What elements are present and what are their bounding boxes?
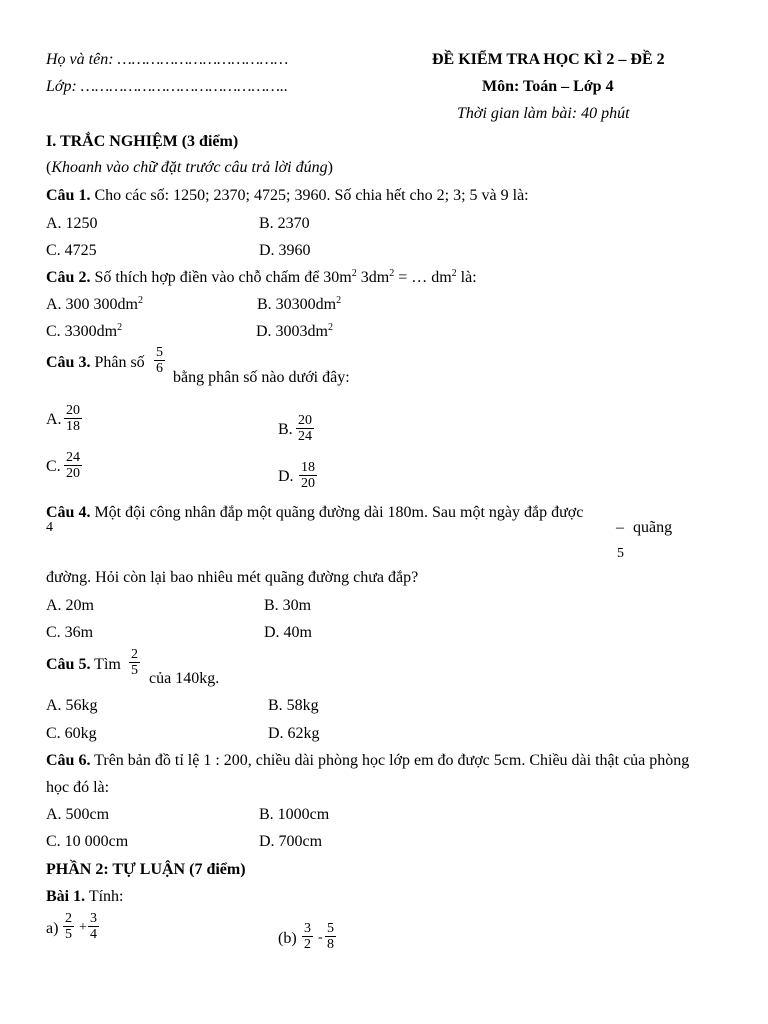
part2-title: PHẦN 2: TỰ LUẬN (7 điểm) <box>46 861 246 878</box>
question-6-label: Câu 6. <box>46 752 91 769</box>
fraction-denominator: 24 <box>298 429 312 444</box>
q3-option-b-label[interactable]: B. <box>278 421 293 438</box>
q2-option-d-text: D. 3003dm <box>256 323 328 340</box>
bai-1-a-label: a) <box>46 920 59 937</box>
bai-1-text: Tính: <box>85 888 124 905</box>
q6-option-a[interactable]: A. 500cm <box>46 806 110 823</box>
q2-option-c[interactable] <box>46 323 122 341</box>
fraction-numerator: 18 <box>301 460 315 475</box>
name-line <box>46 51 288 69</box>
q6-option-b[interactable]: B. 1000cm <box>259 806 330 823</box>
q4-option-b[interactable]: B. 30m <box>264 597 312 614</box>
question-1 <box>46 187 529 205</box>
fraction-numerator: 5 <box>327 921 334 936</box>
class-label: Lớp: <box>46 78 77 95</box>
question-2-text-1: Số thích hợp điền vào chỗ chấm để 30m <box>90 269 352 286</box>
q2-option-c-text: C. 3300dm <box>46 323 118 340</box>
class-line <box>46 78 288 96</box>
bai-1-b-operator: - <box>318 930 323 945</box>
sup-2: 2 <box>336 295 342 306</box>
bai-1-b-label: (b) <box>278 930 297 947</box>
fraction-numerator: 5 <box>156 345 163 360</box>
fraction-denominator: 20 <box>301 476 315 491</box>
question-2-text-3: = … dm <box>394 269 452 286</box>
q4-fraction-denominator: 5 <box>617 546 624 561</box>
question-3-text-1: Phân số <box>90 354 145 371</box>
question-6-text-2: học đó là: <box>46 779 110 796</box>
q5-fraction <box>129 647 140 678</box>
q3-fraction <box>154 345 165 376</box>
instruction-text: Khoanh vào chữ đặt trước câu trả lời đúng <box>51 159 328 176</box>
fraction-numerator: 20 <box>66 403 80 418</box>
sup-2: 2 <box>328 322 333 333</box>
q1-option-b[interactable]: B. 2370 <box>259 215 310 232</box>
question-4 <box>46 504 583 522</box>
fraction-denominator: 20 <box>66 466 80 481</box>
fraction-numerator: 3 <box>304 921 311 936</box>
q5-option-d[interactable]: D. 62kg <box>268 725 320 742</box>
name-dots: ……………………………… <box>117 51 289 68</box>
fraction-numerator: 2 <box>131 647 138 662</box>
q5-option-a[interactable]: A. 56kg <box>46 697 98 714</box>
fraction-denominator: 18 <box>66 419 80 434</box>
fraction-numerator: 2 <box>65 911 72 926</box>
question-2 <box>46 269 477 287</box>
fraction-denominator: 5 <box>65 927 72 942</box>
fraction-numerator: 20 <box>298 413 312 428</box>
q2-option-b-text: B. 30300dm <box>257 296 337 313</box>
part1-title: I. TRẮC NGHIỆM (3 điểm) <box>46 133 239 150</box>
question-2-text-4: là: <box>456 269 477 286</box>
q3-option-a-label[interactable]: A. <box>46 411 62 428</box>
question-5 <box>46 656 121 674</box>
q4-fraction-bar: – <box>616 519 624 536</box>
class-dots: …………………………………….. <box>80 78 288 95</box>
q4-option-c[interactable]: C. 36m <box>46 624 94 641</box>
q2-option-a-text: A. 300 300dm <box>46 296 138 313</box>
q1-option-a[interactable]: A. 1250 <box>46 215 98 232</box>
fraction-denominator: 2 <box>304 937 311 952</box>
question-2-text-2: 3dm <box>356 269 390 286</box>
bai-1-b-fraction-1 <box>302 921 313 952</box>
question-5-text-1: Tìm <box>90 656 121 673</box>
part1-instruction <box>46 159 333 177</box>
question-3 <box>46 354 145 372</box>
sup-2: 2 <box>117 322 123 333</box>
question-5-text-2: của 140kg. <box>149 670 220 687</box>
q3-option-b-fraction[interactable] <box>296 413 314 444</box>
fraction-numerator: 3 <box>90 911 97 926</box>
q4-fraction-numerator: 4 <box>46 520 53 535</box>
question-3-text-2: bằng phân số nào dưới đây: <box>173 369 350 386</box>
bai-1-a-fraction-1 <box>63 911 74 942</box>
bai-1 <box>46 888 124 906</box>
name-label: Họ và tên: <box>46 51 114 68</box>
instruction-close-paren: ) <box>327 159 333 176</box>
question-4-text-1: Một đội công nhân đắp một quãng đường dài 180m. Sau một ngày đắp được <box>90 504 584 521</box>
question-4-text-2: quãng <box>633 519 673 536</box>
bai-1-label: Bài 1. <box>46 888 86 905</box>
time-line: Thời gian làm bài: 40 phút <box>457 105 630 122</box>
sup-2: 2 <box>351 268 357 279</box>
q1-option-d[interactable]: D. 3960 <box>259 242 311 259</box>
q5-option-b[interactable]: B. 58kg <box>268 697 319 714</box>
question-4-label: Câu 4. <box>46 504 91 521</box>
q6-option-c[interactable]: C. 10 000cm <box>46 833 129 850</box>
q1-option-c[interactable]: C. 4725 <box>46 242 97 259</box>
sup-2: 2 <box>389 268 395 279</box>
q5-option-c[interactable]: C. 60kg <box>46 725 97 742</box>
question-1-label: Câu 1. <box>46 187 91 204</box>
fraction-denominator: 4 <box>90 927 97 942</box>
question-3-label: Câu 3. <box>46 354 91 371</box>
question-5-label: Câu 5. <box>46 656 91 673</box>
subject-line: Môn: Toán – Lớp 4 <box>482 78 614 95</box>
bai-1-a-operator: + <box>79 920 87 935</box>
q3-option-c-fraction[interactable] <box>64 450 82 481</box>
question-2-label: Câu 2. <box>46 269 91 286</box>
question-6 <box>46 752 689 770</box>
q4-option-d[interactable]: D. 40m <box>264 624 312 641</box>
q2-option-d[interactable] <box>256 323 333 341</box>
bai-1-a-fraction-2 <box>88 911 99 942</box>
fraction-numerator: 24 <box>66 450 80 465</box>
q2-option-b[interactable] <box>257 296 341 314</box>
q3-option-d-fraction[interactable] <box>299 460 317 491</box>
q2-option-a[interactable] <box>46 296 143 314</box>
fraction-denominator: 8 <box>327 937 334 952</box>
q4-option-a[interactable]: A. 20m <box>46 597 94 614</box>
question-6-text-1: Trên bản đồ tỉ lệ 1 : 200, chiều dài phòng học lớp em đo được 5cm. Chiều dài thật của phòng <box>90 752 690 769</box>
q3-option-a-fraction[interactable] <box>64 403 82 434</box>
fraction-denominator: 5 <box>131 663 138 678</box>
sup-2: 2 <box>138 295 143 306</box>
fraction-denominator: 6 <box>156 361 163 376</box>
question-4-text-3: đường. Hỏi còn lại bao nhiêu mét quãng đường chưa đắp? <box>46 569 419 586</box>
exam-title: ĐỀ KIỂM TRA HỌC KÌ 2 – ĐỀ 2 <box>432 51 665 68</box>
bai-1-b-fraction-2 <box>325 921 336 952</box>
q6-option-d[interactable]: D. 700cm <box>259 833 323 850</box>
q3-option-d-label[interactable]: D. <box>278 468 294 485</box>
sup-2: 2 <box>451 268 457 279</box>
question-1-text: Cho các số: 1250; 2370; 4725; 3960. Số chia hết cho 2; 3; 5 và 9 là: <box>90 187 529 204</box>
q3-option-c-label[interactable]: C. <box>46 458 61 475</box>
instruction-open-paren: ( <box>46 159 52 176</box>
